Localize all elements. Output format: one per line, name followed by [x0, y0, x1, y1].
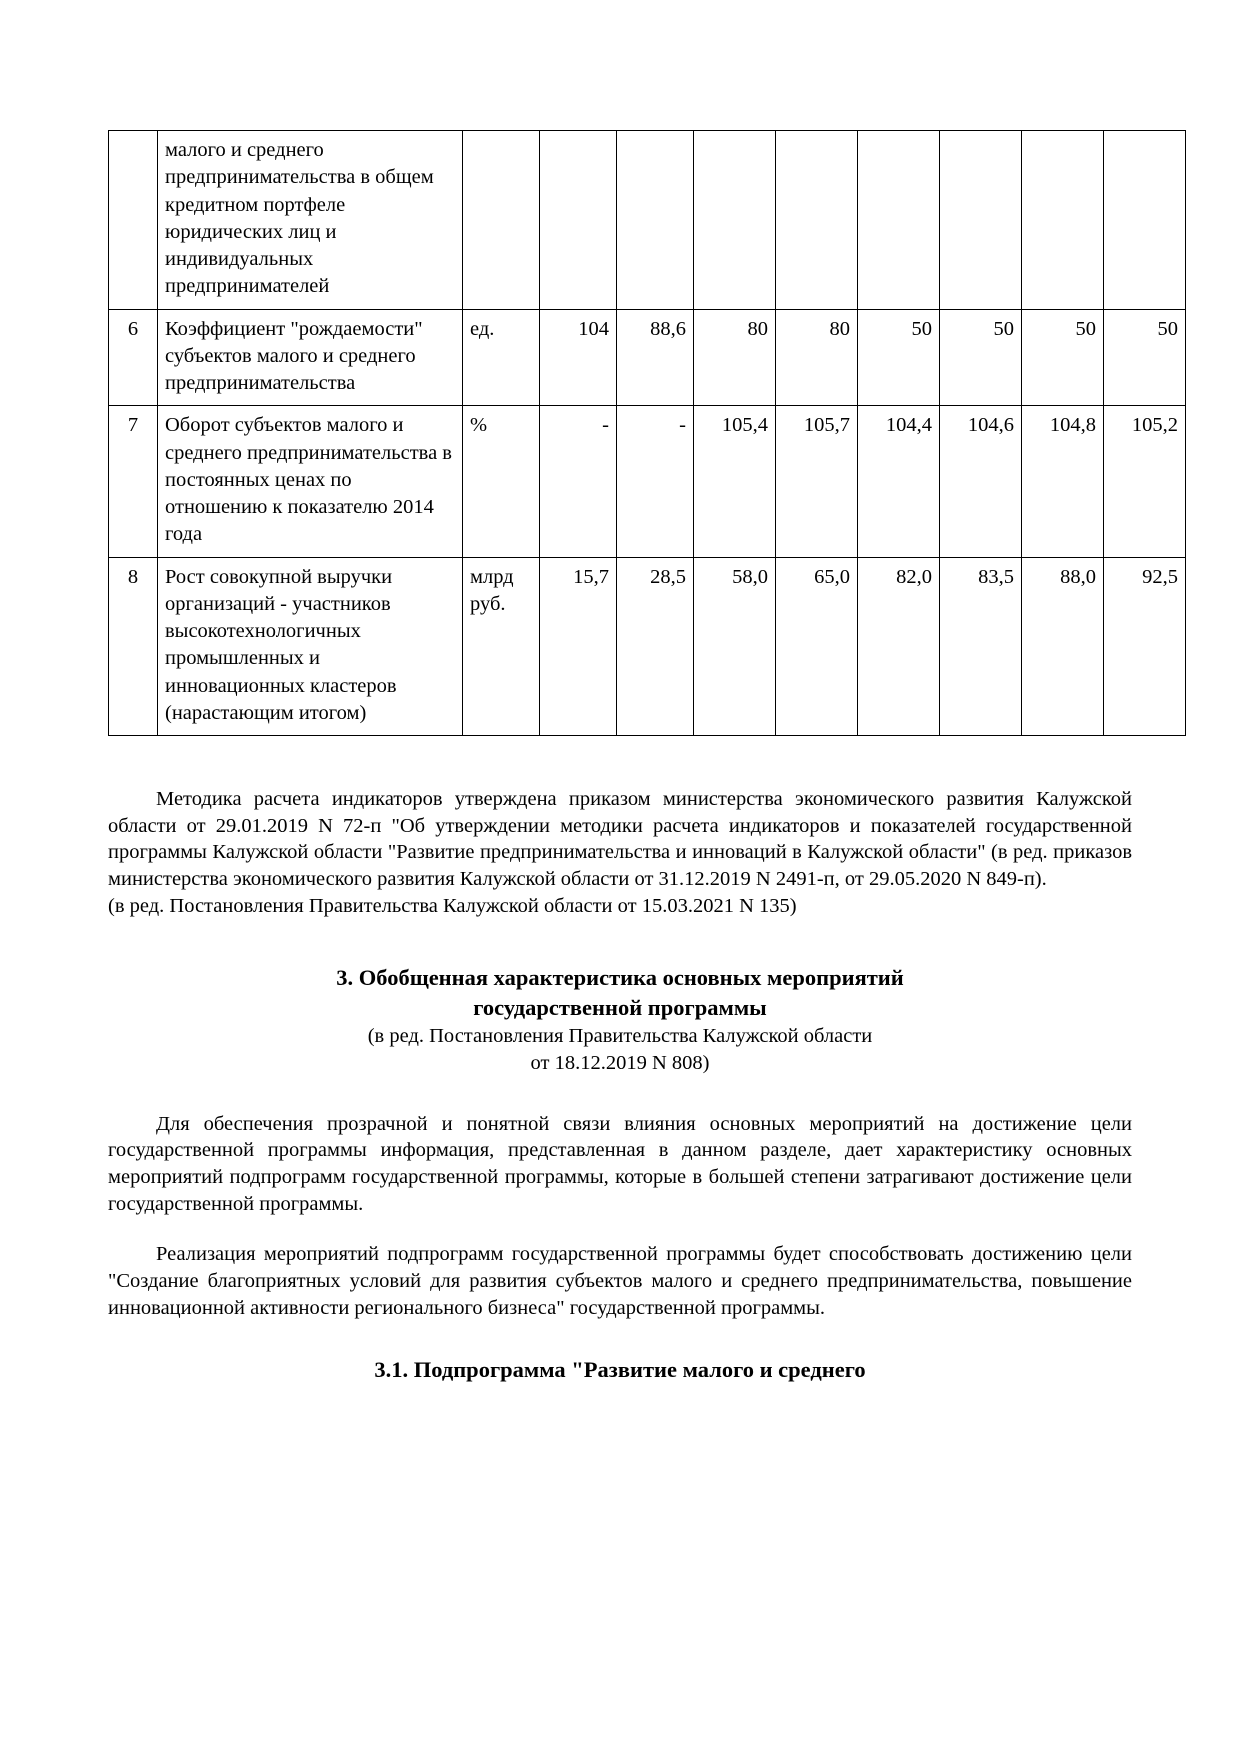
row-number-cell: 6 — [109, 309, 158, 406]
methodology-paragraph: Методика расчета индикаторов утверждена приказом министерства экономического развития Калужской области от 29.01.2019 N 72-п "Об утверждении методики расчета индикаторов и показателей государственной программы Калужской области "Развитие предпринимательства и инноваций в Калужской области" (в ред. приказов министерства экономического развития Калужской области от 31.12.2019 N 2491-п, от 29.05.2020 N 849-п). — [108, 788, 1132, 890]
value-cell-2015: - — [617, 406, 694, 557]
indicator-name-cell: малого и среднего предпринимательства в общем кредитном портфеле юридических лиц и индивидуальных предпринимателей — [158, 131, 463, 310]
value-cell-2020: 104,8 — [1022, 406, 1104, 557]
value-cell-2014 — [540, 131, 617, 310]
row-number-cell — [109, 131, 158, 310]
spacer — [108, 1217, 1132, 1241]
section-3-1-title: 3.1. Подпрограмма "Развитие малого и среднего — [374, 1357, 866, 1383]
section-3-title-line-2: государственной программы — [473, 994, 767, 1020]
section-3-subtitle-line-2: от 18.12.2019 N 808) — [530, 1051, 710, 1074]
table-row — [109, 309, 1186, 406]
value-cell-2017: 105,7 — [776, 406, 858, 557]
indicator-name-cell: Оборот субъектов малого и среднего предпринимательства в постоянных ценах по отношению к показателю 2014 года — [158, 406, 463, 557]
spacer — [108, 919, 1132, 933]
value-cell-2020: 50 — [1022, 309, 1104, 406]
value-cell-2014: - — [540, 406, 617, 557]
value-cell-2014: 15,7 — [540, 557, 617, 736]
value-cell-2019: 104,6 — [940, 406, 1022, 557]
value-cell-2016: 105,4 — [694, 406, 776, 557]
value-cell-2015: 88,6 — [617, 309, 694, 406]
section-3-subtitle-line-1: (в ред. Постановления Правительства Калужской области — [367, 1024, 873, 1047]
value-cell-2018: 50 — [858, 309, 940, 406]
revision-note: (в ред. Постановления Правительства Калужской области от 15.03.2021 N 135) — [108, 894, 797, 917]
value-cell-2016 — [694, 131, 776, 310]
value-cell-2017: 80 — [776, 309, 858, 406]
value-cell-2016: 58,0 — [694, 557, 776, 736]
unit-cell — [463, 131, 540, 310]
value-cell-2016: 80 — [694, 309, 776, 406]
value-cell-2018: 104,4 — [858, 406, 940, 557]
indicators-table — [108, 130, 1186, 736]
value-cell-2015: 28,5 — [617, 557, 694, 736]
value-cell-2017 — [776, 131, 858, 310]
value-cell-2021: 92,5 — [1104, 557, 1186, 736]
spacer — [108, 1077, 1132, 1111]
value-cell-2018 — [858, 131, 940, 310]
table-row — [109, 557, 1186, 736]
indicator-name-cell: Рост совокупной выручки организаций - участников высокотехнологичных промышленных и инновационных кластеров (нарастающим итогом) — [158, 557, 463, 736]
indicator-name-cell: Коэффициент "рождаемости" субъектов малого и среднего предпринимательства — [158, 309, 463, 406]
section-3-title-line-1: 3. Обобщенная характеристика основных мероприятий — [336, 965, 904, 991]
spacer — [108, 736, 1132, 760]
value-cell-2021: 50 — [1104, 309, 1186, 406]
value-cell-2018: 82,0 — [858, 557, 940, 736]
value-cell-2019: 83,5 — [940, 557, 1022, 736]
body-paragraph-2: Реализация мероприятий подпрограмм государственной программы будет способствовать достижению цели "Создание благоприятных условий для развития субъектов малого и среднего предпринимательства, повышение инновационной активности регионального бизнеса" государственной программы. — [108, 1243, 1132, 1319]
indicators-table-body — [109, 131, 1186, 736]
value-cell-2021: 105,2 — [1104, 406, 1186, 557]
unit-cell: ед. — [463, 309, 540, 406]
value-cell-2019 — [940, 131, 1022, 310]
table-row — [109, 406, 1186, 557]
value-cell-2015 — [617, 131, 694, 310]
spacer — [108, 1321, 1132, 1355]
unit-cell: млрд руб. — [463, 557, 540, 736]
value-cell-2014: 104 — [540, 309, 617, 406]
value-cell-2020 — [1022, 131, 1104, 310]
body-paragraph-1: Для обеспечения прозрачной и понятной связи влияния основных мероприятий на достижение цели государственной программы информация, представленная в данном разделе, дает характеристику основных мероприятий подпрограмм государственной программы, которые в большей степени затрагивают достижение цели государственной программы. — [108, 1112, 1132, 1215]
table-row — [109, 131, 1186, 310]
unit-cell: % — [463, 406, 540, 557]
value-cell-2019: 50 — [940, 309, 1022, 406]
value-cell-2021 — [1104, 131, 1186, 310]
value-cell-2020: 88,0 — [1022, 557, 1104, 736]
row-number-cell: 8 — [109, 557, 158, 736]
row-number-cell: 7 — [109, 406, 158, 557]
value-cell-2017: 65,0 — [776, 557, 858, 736]
page-content — [108, 130, 1178, 1385]
